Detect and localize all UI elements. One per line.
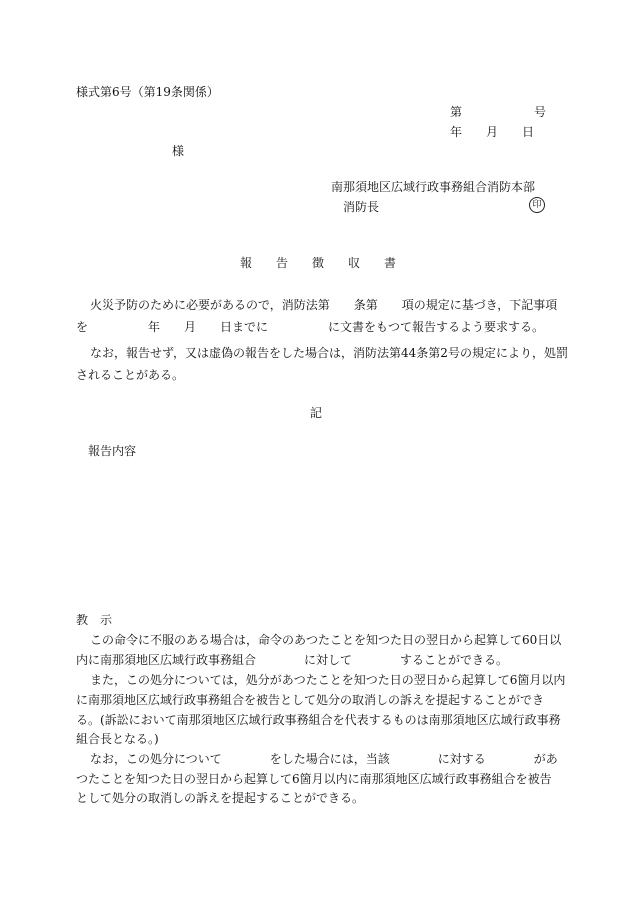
issuer-organization: 南那須地区広域行政事務組合消防本部 (331, 180, 536, 194)
ki-label: 記 (310, 406, 323, 420)
addressee: 様 (172, 144, 185, 158)
notice-paragraph-1-line-1: この命令に不服のある場合は，命令のあつたことを知つた日の翌日から起算して60日以 (90, 633, 562, 647)
notice-paragraph-2-line-3: る。(訴訟において南那須地区広域行政事務組合を代表するものは南那須地区広域行政事務 (76, 713, 561, 727)
notice-paragraph-2-line-4: 組合長となる。) (76, 732, 159, 746)
notice-paragraph-2-line-1: また，この処分については，処分があつたことを知つた日の翌日から起算して6箇月以内 (90, 673, 566, 687)
notice-paragraph-3-line-2: つたことを知つた日の翌日から起算して6箇月以内に南那須地区広域行政事務組合を被告 (76, 772, 552, 786)
notice-heading: 教 示 (76, 613, 113, 627)
form-number: 様式第6号（第19条関係） (76, 85, 219, 99)
notice-paragraph-1-line-2: 内に南那須地区広域行政事務組合 に対して することができる。 (76, 653, 509, 667)
issuer-title: 消防長 (343, 200, 380, 214)
body-paragraph-2-line-2: されることがある。 (76, 368, 185, 382)
document-number: 第 号 (450, 105, 547, 119)
body-paragraph-2-line-1: なお，報告せず，又は虚偽の報告をした場合は，消防法第44条第2号の規定により，処罰 (90, 346, 568, 360)
notice-paragraph-3-line-1: なお，この処分について をした場合には，当該 に対する があ (90, 752, 558, 766)
document-title: 報 告 徴 収 書 (240, 256, 397, 270)
seal-mark: 印 (529, 197, 545, 213)
notice-paragraph-2-line-2: に南那須地区広域行政事務組合を被告として処分の取消しの訴えを提起することができ (76, 693, 545, 707)
body-paragraph-1-line-2: を 年 月 日までに に文書をもつて報告するよう要求する。 (76, 320, 545, 334)
document-date: 年 月 日 (450, 125, 535, 139)
notice-paragraph-3-line-3: として処分の取消しの訴えを提起することができる。 (76, 791, 365, 805)
report-content-label: 報告内容 (88, 444, 137, 458)
body-paragraph-1-line-1: 火災予防のために必要があるので，消防法第 条第 項の規定に基づき，下記事項 (90, 298, 558, 312)
